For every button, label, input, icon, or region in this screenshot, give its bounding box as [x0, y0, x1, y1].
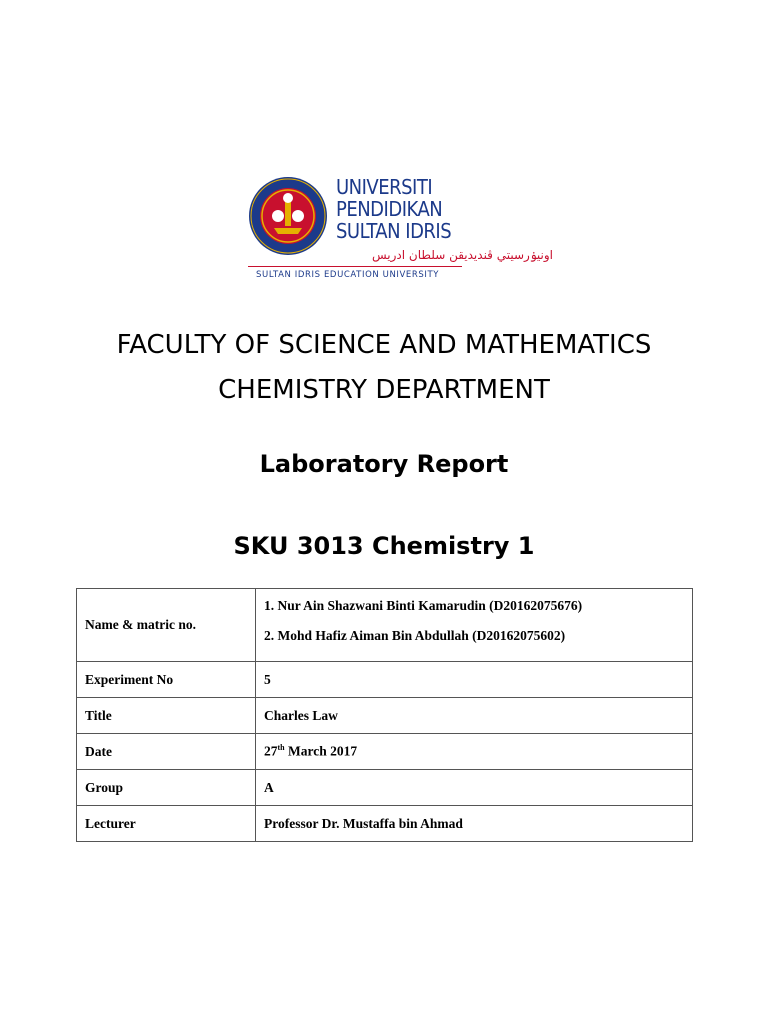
logo-jawi-name: اونيۏرسيتي ڤنديديقن سلطان ادريس	[372, 248, 553, 262]
date-day: 27	[264, 743, 278, 759]
table-row	[77, 770, 693, 806]
course-heading: SKU 3013 Chemistry 1	[233, 532, 535, 560]
report-type-heading: Laboratory Report	[259, 450, 509, 478]
university-name	[336, 176, 451, 242]
group-value: A	[256, 770, 693, 806]
member-1-clipped	[264, 598, 684, 618]
date-suffix: th	[277, 743, 285, 753]
member-2: 2. Mohd Hafiz Aiman Bin Abdullah (D20162075602)	[264, 628, 566, 643]
faculty-heading: FACULTY OF SCIENCE AND MATHEMATICS	[116, 330, 652, 360]
lecturer-label: Lecturer	[77, 806, 256, 842]
table-row	[77, 698, 693, 734]
table-row	[77, 662, 693, 698]
title-label: Title	[77, 698, 256, 734]
date-label: Date	[77, 734, 256, 770]
logo-line-3: SULTAN IDRIS	[336, 219, 452, 243]
logo-english-name: SULTAN IDRIS EDUCATION UNIVERSITY	[256, 270, 440, 280]
date-rest: March 2017	[284, 743, 358, 759]
title-value: Charles Law	[256, 698, 693, 734]
department-heading: CHEMISTRY DEPARTMENT	[218, 375, 550, 405]
table-row	[77, 806, 693, 842]
name-value-cell	[256, 589, 693, 662]
date-value	[256, 734, 693, 770]
experiment-value: 5	[256, 662, 693, 698]
logo-divider	[248, 266, 462, 267]
name-label: Name & matric no.	[77, 589, 256, 662]
university-seal-icon	[248, 176, 328, 256]
table-row	[77, 589, 693, 662]
lecturer-value: Professor Dr. Mustaffa bin Ahmad	[256, 806, 693, 842]
table-row	[77, 734, 693, 770]
report-info-table	[76, 588, 693, 842]
group-label: Group	[77, 770, 256, 806]
university-logo	[238, 140, 553, 288]
logo-line-2: PENDIDIKAN	[336, 197, 443, 221]
logo-line-1: UNIVERSITI	[336, 175, 433, 199]
member-1: 1. Nur Ain Shazwani Binti Kamarudin (D20162075676)	[264, 598, 583, 613]
experiment-label: Experiment No	[77, 662, 256, 698]
